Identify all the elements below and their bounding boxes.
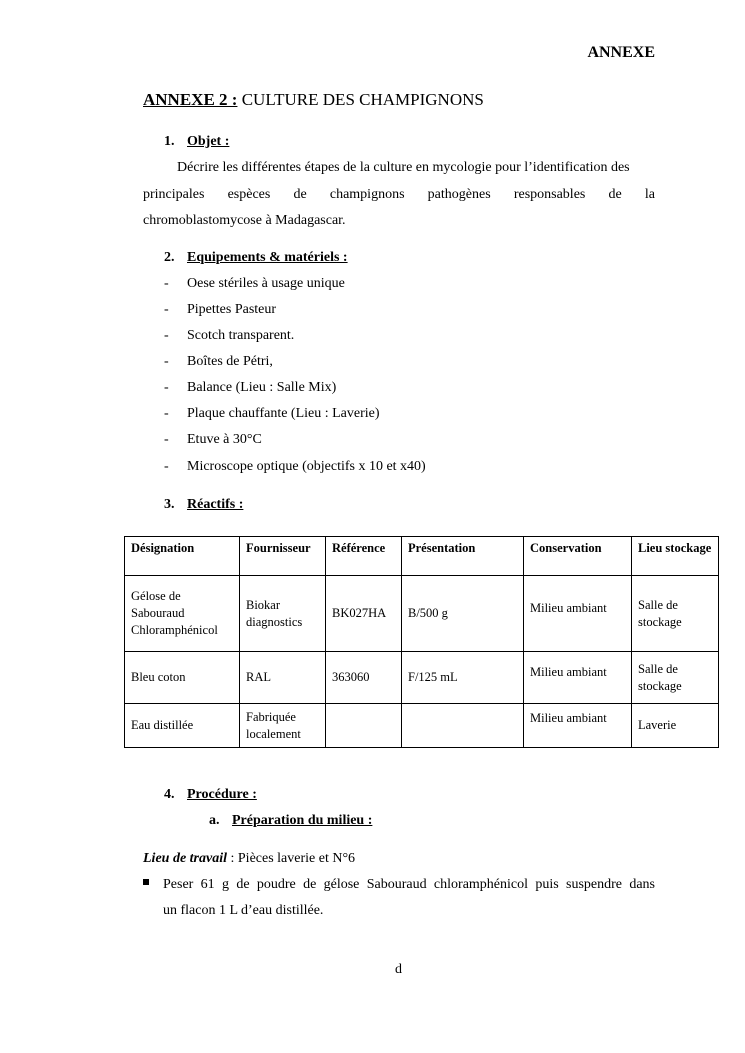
table-cell: Milieu ambiant bbox=[524, 576, 632, 652]
section-number: 1. bbox=[164, 134, 175, 149]
table-cell: B/500 g bbox=[402, 576, 524, 652]
list-item-text: Oese stériles à usage unique bbox=[187, 276, 345, 291]
table-cell: BK027HA bbox=[326, 576, 402, 652]
list-item-text: Boîtes de Pétri, bbox=[187, 354, 273, 369]
list-item-text: Pipettes Pasteur bbox=[187, 302, 277, 317]
table-cell: Salle de stockage bbox=[632, 652, 719, 704]
list-item-text: Plaque chauffante (Lieu : Laverie) bbox=[187, 406, 380, 421]
section-title: Equipements & matériels : bbox=[187, 250, 348, 265]
table-cell: Biokar diagnostics bbox=[240, 576, 326, 652]
table-cell: Laverie bbox=[632, 704, 719, 748]
section-reactifs-heading bbox=[164, 497, 243, 513]
list-item-text: Balance (Lieu : Salle Mix) bbox=[187, 380, 337, 395]
table-cell: RAL bbox=[240, 652, 326, 704]
list-item-text: Etuve à 30°C bbox=[187, 432, 262, 447]
title-prefix: ANNEXE 2 : bbox=[143, 90, 238, 109]
workplace-value: : Pièces laverie et N°6 bbox=[227, 851, 356, 866]
table-row bbox=[125, 576, 719, 652]
list-item: - Plaque chauffante (Lieu : Laverie) bbox=[164, 406, 380, 421]
subsection-title: Préparation du milieu : bbox=[232, 813, 373, 828]
table-cell: Fabriquée localement bbox=[240, 704, 326, 748]
objet-line-2: principales espèces de champignons pathogènes responsables de la bbox=[143, 187, 655, 202]
section-number: 2. bbox=[164, 250, 175, 265]
list-item: - Pipettes Pasteur bbox=[164, 302, 277, 317]
table-cell: Bleu coton bbox=[125, 652, 240, 704]
section-title: Objet : bbox=[187, 134, 230, 149]
column-header: Conservation bbox=[524, 537, 632, 576]
subsection-preparation-heading bbox=[209, 813, 372, 829]
objet-line-3: chromoblastomycose à Madagascar. bbox=[143, 213, 346, 228]
list-item: - Balance (Lieu : Salle Mix) bbox=[164, 380, 337, 395]
list-item-text: Microscope optique (objectifs x 10 et x40) bbox=[187, 459, 426, 474]
column-header: Désignation bbox=[125, 537, 240, 576]
table-cell bbox=[326, 704, 402, 748]
procedure-bullet bbox=[143, 877, 655, 893]
table-row bbox=[125, 704, 719, 748]
document-title bbox=[143, 90, 484, 110]
table-cell: 363060 bbox=[326, 652, 402, 704]
section-equipements-heading bbox=[164, 250, 348, 266]
objet-line-1: Décrire les différentes étapes de la culture en mycologie pour l’identification des bbox=[177, 160, 630, 175]
reagents-table bbox=[124, 536, 719, 748]
section-number: 3. bbox=[164, 497, 175, 512]
column-header: Fournisseur bbox=[240, 537, 326, 576]
section-title: Procédure : bbox=[187, 787, 257, 802]
table-cell: Eau distillée bbox=[125, 704, 240, 748]
list-item: - Boîtes de Pétri, bbox=[164, 354, 273, 369]
section-procedure-heading bbox=[164, 787, 257, 803]
list-item: - Etuve à 30°C bbox=[164, 432, 262, 447]
table-cell: Salle de stockage bbox=[632, 576, 719, 652]
section-objet-heading bbox=[164, 134, 229, 150]
section-number: 4. bbox=[164, 787, 175, 802]
table-cell: Gélose de Sabouraud Chloramphénicol bbox=[125, 576, 240, 652]
page-header: ANNEXE bbox=[587, 44, 655, 61]
section-title: Réactifs : bbox=[187, 497, 244, 512]
bullet-line-1: Peser 61 g de poudre de gélose Sabouraud chloramphénicol puis suspendre dans bbox=[163, 877, 655, 892]
table-cell bbox=[402, 704, 524, 748]
column-header: Référence bbox=[326, 537, 402, 576]
bullet-line-2: un flacon 1 L d’eau distillée. bbox=[163, 903, 324, 918]
list-item-text: Scotch transparent. bbox=[187, 328, 295, 343]
square-bullet-icon bbox=[143, 879, 149, 885]
column-header: Présentation bbox=[402, 537, 524, 576]
workplace-line bbox=[143, 851, 655, 867]
table-header-row bbox=[125, 537, 719, 576]
table-row bbox=[125, 652, 719, 704]
table-cell: Milieu ambiant bbox=[524, 704, 632, 748]
title-text: CULTURE DES CHAMPIGNONS bbox=[241, 90, 484, 109]
list-item: - Oese stériles à usage unique bbox=[164, 276, 345, 291]
column-header: Lieu stockage bbox=[632, 537, 719, 576]
list-item: - Microscope optique (objectifs x 10 et x40) bbox=[164, 459, 426, 474]
table-cell: Milieu ambiant bbox=[524, 652, 632, 704]
list-item: - Scotch transparent. bbox=[164, 328, 295, 343]
table-cell: F/125 mL bbox=[402, 652, 524, 704]
subsection-number: a. bbox=[209, 813, 220, 828]
page-number: d bbox=[395, 962, 402, 977]
workplace-label: Lieu de travail bbox=[143, 851, 227, 866]
